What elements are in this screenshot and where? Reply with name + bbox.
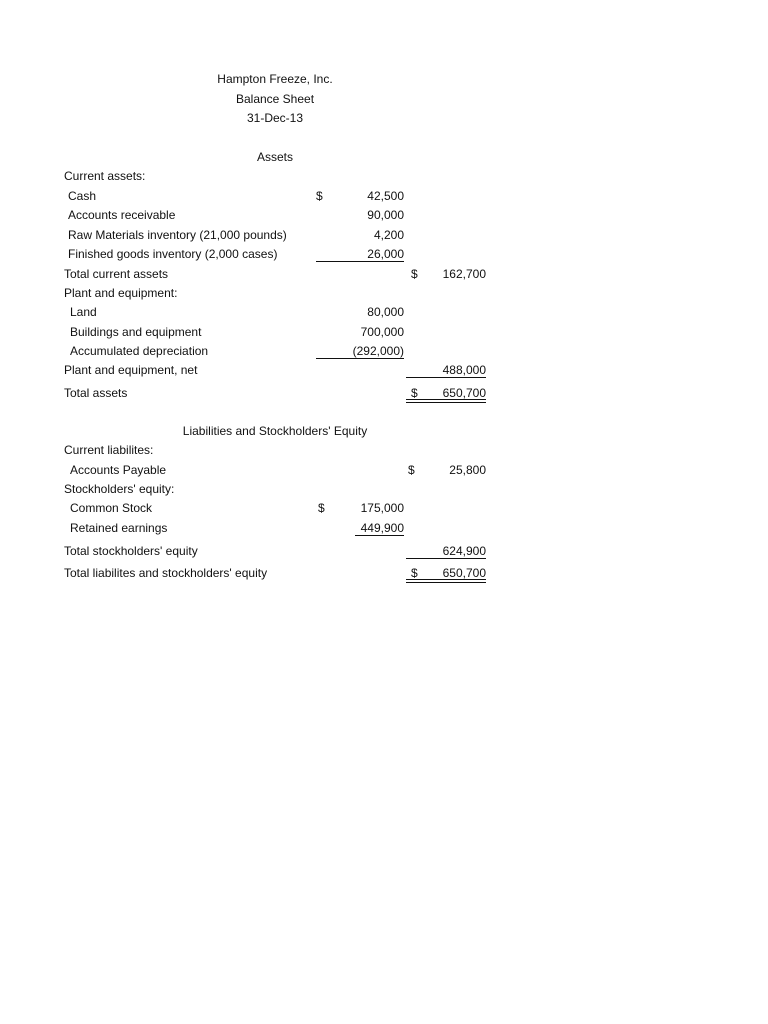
statement-date: 31-Dec-13 (246, 111, 304, 125)
retained-earnings-value: 449,900 (360, 521, 404, 535)
plant-net-label: Plant and equipment, net (64, 363, 198, 377)
receivable-value: 90,000 (367, 208, 404, 222)
company-name: Hampton Freeze, Inc. (217, 72, 333, 86)
cash-value: 42,500 (367, 189, 404, 203)
accounts-payable-value: 25,800 (449, 463, 486, 477)
common-stock-value: 175,000 (360, 501, 404, 515)
total-current-assets-label: Total current assets (64, 267, 169, 281)
depreciation-label: Accumulated depreciation (70, 344, 209, 358)
land-value: 80,000 (367, 305, 404, 319)
total-current-assets-value: 162,700 (442, 267, 486, 281)
cash-label: Cash (68, 189, 97, 203)
total-equity-underline (406, 558, 486, 559)
total-liabilities-equity-value: 650,700 (442, 566, 486, 580)
accounts-payable-currency: $ (408, 463, 415, 477)
retained-earnings-label: Retained earnings (70, 521, 168, 535)
plant-equipment-label: Plant and equipment: (64, 286, 178, 300)
finished-goods-value: 26,000 (367, 247, 404, 261)
total-liabilities-equity-currency: $ (411, 566, 418, 580)
plant-net-underline (406, 377, 486, 378)
total-assets-value: 650,700 (442, 386, 486, 400)
common-stock-currency: $ (318, 501, 325, 515)
plant-net-value: 488,000 (442, 363, 486, 377)
statement-title: Balance Sheet (235, 92, 315, 106)
total-liabilities-equity-double-underline (406, 579, 486, 583)
total-liabilities-equity-label: Total liabilites and stockholders' equity (64, 566, 268, 580)
buildings-value: 700,000 (360, 325, 404, 339)
common-stock-label: Common Stock (70, 501, 153, 515)
depreciation-value: (292,000) (352, 344, 404, 358)
total-assets-label: Total assets (64, 386, 128, 400)
accounts-payable-label: Accounts Payable (70, 463, 167, 477)
finished-goods-label: Finished goods inventory (2,000 cases) (68, 247, 278, 261)
current-liabilities-label: Current liabilites: (64, 443, 154, 457)
liabilities-equity-heading: Liabilities and Stockholders' Equity (182, 424, 368, 438)
assets-heading: Assets (256, 150, 293, 164)
current-assets-label: Current assets: (64, 169, 146, 183)
stockholders-equity-label: Stockholders' equity: (64, 482, 175, 496)
receivable-label: Accounts receivable (68, 208, 176, 222)
total-assets-currency: $ (411, 386, 418, 400)
finished-goods-underline (316, 261, 404, 262)
depreciation-underline (316, 358, 404, 359)
raw-materials-value: 4,200 (373, 228, 404, 242)
total-assets-double-underline (406, 399, 486, 403)
total-current-assets-currency: $ (411, 267, 418, 281)
raw-materials-label: Raw Materials inventory (21,000 pounds) (68, 228, 287, 242)
cash-currency: $ (316, 189, 323, 203)
total-equity-value: 624,900 (442, 544, 486, 558)
land-label: Land (70, 305, 97, 319)
buildings-label: Buildings and equipment (70, 325, 202, 339)
retained-earnings-underline (355, 535, 404, 536)
total-equity-label: Total stockholders' equity (64, 544, 198, 558)
